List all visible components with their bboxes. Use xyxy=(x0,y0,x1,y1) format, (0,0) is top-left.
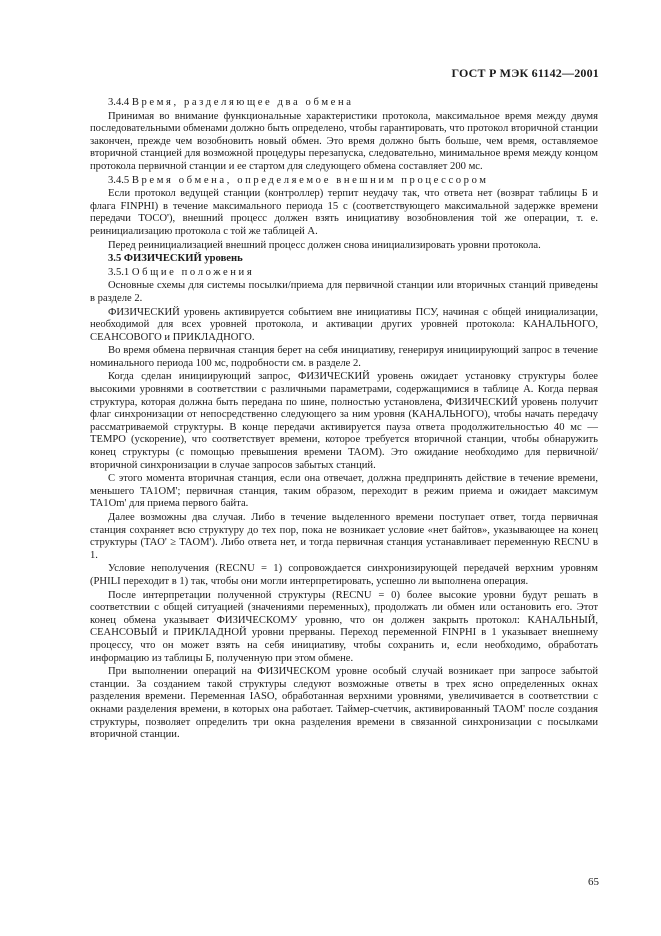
document-body xyxy=(90,97,598,742)
paragraph: Если протокол ведущей станции (контроллер) терпит неудачу так, что ответа нет (возврат таблицы Б и флага FINPHI) в течение максимального периода 15 с (соответствующего максимальной задержке времени передачи TOCO'), внешний процесс должен взять инициативу возобновления той же операции, т. е. реинициализацию протокола с той же таблицей А. xyxy=(90,188,598,237)
paragraph: После интерпретации полученной структуры (RECNU = 0) более высокие уровни будут решать в соответствии с общей ситуацией (значениями переменных), продолжать ли обмен или остановить его. Этот конец обмена указывает ФИЗИЧЕСКОМУ уровню, что он должен закрыть протокол: КАНАЛЬНЫЙ, СЕАНСОВЫЙ и ПРИКЛАДНОЙ уровни прерваны. Переход переменной FINPHI в 1 указывает внешнему процессу, что он может взять на себя инициативу, чтобы сохранить и, если необходимо, обработать информацию из таблицы Б, полученную при этом обмене. xyxy=(90,589,598,664)
paragraph: ФИЗИЧЕСКИЙ уровень активируется событием вне инициативы ПСУ, начиная с общей инициализации, необходимой для всех уровней протокола, и активации других уровней протокола: КАНАЛЬНОГО, СЕАНСОВОГО и ПРИКЛАДНОГО. xyxy=(90,306,598,343)
heading-title: Общие положения xyxy=(131,266,255,278)
paragraph: Когда сделан инициирующий запрос, ФИЗИЧЕСКИЙ уровень ожидает установку структуры более высокими уровнями в соответствии с различными параметрами, содержащимися в таблице А. Когда первая структура, которая должна быть передана по шине, полностью установлена, ФИЗИЧЕСКИЙ уровень получит флаг синхронизации от непосредственно следующего за ним уровня (КАНАЛЬНОГО), чтобы начать передачу рассматриваемой структуры. В конце передачи активируется пауза ответа продолжительностью 40 мс — TEMPO (ускорение), что соответствует времени, которое требуется вторичной станции, чтобы обнаружить конец структуры (с помощью превышения времени TAOM). Это ожидание необходимо для первичной/вторичной синхронизации в случае запросов забытых станций. xyxy=(90,371,598,471)
paragraph: Основные схемы для системы посылки/приема для первичной станции или вторичных станций приведены в разделе 2. xyxy=(90,280,598,304)
section-heading-3-4-5 xyxy=(90,175,598,188)
heading-number: 3.4.4 xyxy=(108,97,130,108)
paragraph: Во время обмена первичная станция берет на себя инициативу, генерируя инициирующий запрос в течение номинального периода 100 мс, подробности см. в разделе 2. xyxy=(90,345,598,369)
page-header: ГОСТ Р МЭК 61142—2001 xyxy=(451,66,599,80)
paragraph: С этого момента вторичная станция, если она отвечает, должна предпринять действие в течение времени, меньшего TA1OM'; первичная станция, таким образом, переходит в режим приема и ожидает максимум TA1Om' для приема первого байта. xyxy=(90,473,598,510)
heading-number: 3.4.5 xyxy=(108,174,130,186)
heading-title: Время, разделяющее два обмена xyxy=(131,97,354,108)
paragraph: Условие неполучения (RECNU = 1) сопровождается синхронизирующей передачей верхним уровням (PHILI переходит в 1) так, чтобы они могли интерпретировать, успешно ли выполнена операция. xyxy=(90,563,598,587)
section-heading-3-5-1 xyxy=(90,267,598,280)
section-heading-3-5: 3.5 ФИЗИЧЕСКИЙ уровень xyxy=(108,253,243,265)
heading-number: 3.5.1 xyxy=(108,266,130,278)
paragraph: При выполнении операций на ФИЗИЧЕСКОМ уровне особый случай возникает при запросе забытой станции. За созданием такой структуры следуют возможные ответы в трех ясно определенных окнах разделения времени. Переменная IASO, обработанная верхними уровнями, увеличивается в соответствии с окнами разделения времени, в которых она работает. Таймер-счетчик, активированный TAOM' после создания структуры, позволяет определить три окна разделения времени в связанной синхронизации с посылками вторичной станции. xyxy=(90,666,598,741)
paragraph: Далее возможны два случая. Либо в течение выделенного времени поступает ответ, тогда первичная станция сохраняет всю структуру до тех пор, пока не возникает условие «нет байтов», указывающее на конец структуры (TAO' ≥ TAOM'). Либо ответа нет, и тогда первичная станция устанавливает переменную RECNU в 1. xyxy=(90,512,598,561)
section-heading-3-4-4 xyxy=(90,97,598,110)
page-number: 65 xyxy=(588,876,599,888)
heading-title: Время обмена, определяемое внешним процессором xyxy=(131,174,489,186)
paragraph: Перед реинициализацией внешний процесс должен снова инициализировать уровни протокола. xyxy=(108,239,541,251)
paragraph: Принимая во внимание функциональные характеристики протокола, максимальное время между двумя последовательными обменами должно быть определено, чтобы гарантировать, что протокол вторичной станции закончен, прежде чем возобновить новый обмен. Это время должно быть больше, чем время, оставляемое вторичной станцией для возможной процедуры перезапуска, следовательно, минимальное время между концом протокола первичной станции и ее стартом для следующего обмена составляет 200 мс. xyxy=(90,110,598,172)
